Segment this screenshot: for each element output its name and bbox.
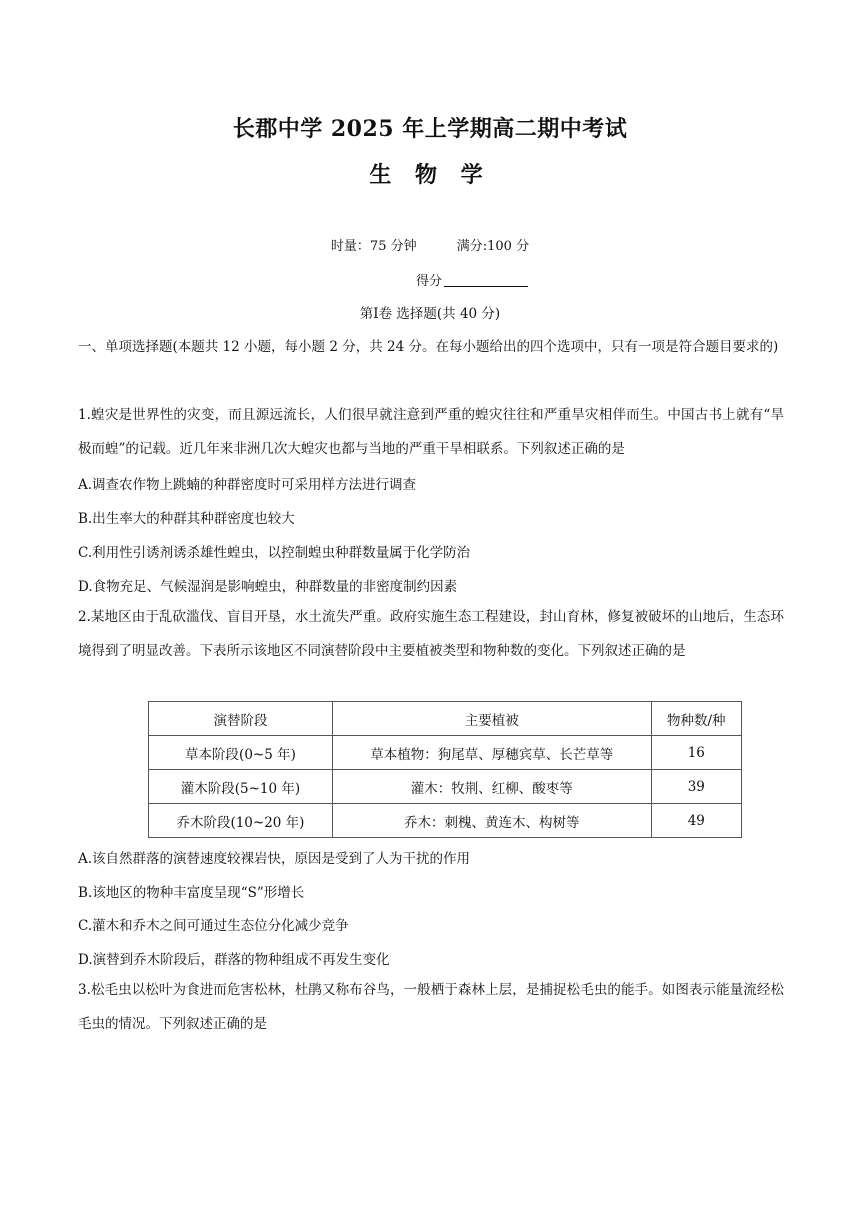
exam-meta [0,235,860,254]
time-limit: 时量：75 分钟 [330,239,417,254]
q3-stem: 3.松毛虫以松叶为食进而危害松林，杜鹃又称布谷鸟，一般栖于森林上层，是捕捉松毛虫的能手。如图表示能量流经松毛虫的情况。下列叙述正确的是 [78,982,784,1032]
table-row [149,804,742,838]
table-cell: 灌木：牧荆、红柳、酸枣等 [332,770,651,804]
table-row [149,770,742,804]
subject-title: 生 物 学 [369,162,491,188]
q2-stem: 2.某地区由于乱砍滥伐、盲目开垦，水土流失严重。政府实施生态工程建设，封山育林，修复被破坏的山地后，生态环境得到了明显改善。下表所示该地区不同演替阶段中主要植被类型和物种数的变化。下列叙述正确的是 [78,609,784,659]
table-cell: 49 [651,804,741,838]
q1-option-c: C.利用性引诱剂诱杀雄性蝗虫，以控制蝗虫种群数量属于化学防治 [78,545,471,561]
q1-option-a: A.调查农作物上跳蝻的种群密度时可采用样方法进行调查 [78,477,417,493]
table-cell: 乔木阶段(10~20 年) [149,804,333,838]
table-cell: 39 [651,770,741,804]
table-header-cell: 主要植被 [332,702,651,736]
score-field [416,270,528,289]
q2-option-b: B.该地区的物种丰富度呈现“S”形增长 [78,885,305,901]
table-cell: 灌木阶段(5~10 年) [149,770,333,804]
table-header-cell: 演替阶段 [149,702,333,736]
q2-option-d: D.演替到乔木阶段后，群落的物种组成不再发生变化 [78,952,390,968]
table-row [149,736,742,770]
table-header-row [149,702,742,736]
score-label: 得分 [416,274,443,289]
table-cell: 16 [651,736,741,770]
section-title: 第Ⅰ卷 选择题(共 40 分) [359,306,501,322]
table-header-cell: 物种数/种 [651,702,741,736]
table-cell: 草本植物：狗尾草、厚穗宾草、长芒草等 [332,736,651,770]
exam-title: 长郡中学 2025 年上学期高二期中考试 [232,116,628,142]
table-cell: 草本阶段(0~5 年) [149,736,333,770]
q1-option-b: B.出生率大的种群其种群密度也较大 [78,511,295,527]
table-cell: 乔木：刺槐、黄连木、构树等 [332,804,651,838]
succession-table [148,701,742,838]
full-score: 满分:100 分 [456,239,530,254]
q2-option-c: C.灌木和乔木之间可通过生态位分化减少竞争 [78,918,349,934]
q1-stem: 1.蝗灾是世界性的灾变，而且源远流长，人们很早就注意到严重的蝗灾往往和严重旱灾相伴而生。中国古书上就有“旱极而蝗”的记载。近几年来非洲几次大蝗灾也都与当地的严重干旱相联系。下列叙述正确的是 [78,407,784,457]
section-instruction: 一、单项选择题(本题共 12 小题，每小题 2 分，共 24 分。在每小题给出的四个选项中，只有一项是符合题目要求的) [78,339,779,355]
q1-option-d: D.食物充足、气候湿润是影响蝗虫，种群数量的非密度制约因素 [78,579,458,595]
q2-option-a: A.该自然群落的演替速度较裸岩快，原因是受到了人为干扰的作用 [78,851,471,867]
score-blank [444,272,528,287]
